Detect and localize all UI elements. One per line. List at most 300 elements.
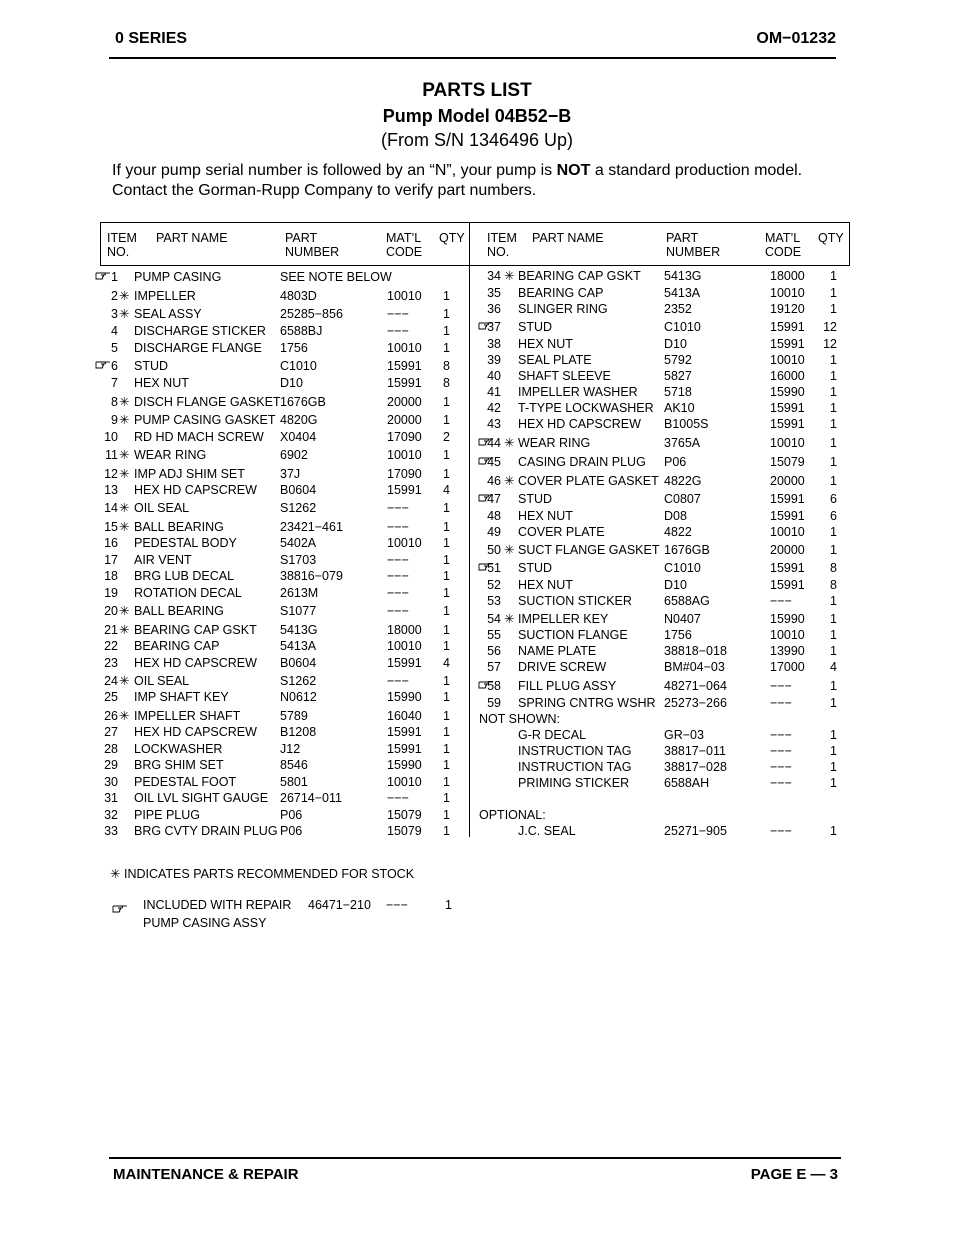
mat-code: 15991 (387, 725, 422, 739)
left-part-name-header: PART NAME (156, 231, 228, 245)
part-number: 37J (280, 467, 301, 481)
mat-code: 18000 (770, 269, 805, 283)
mat-code: −−− (387, 674, 409, 688)
part-name: BRG LUB DECAL (134, 569, 235, 583)
star-icon: ✳ (119, 674, 130, 688)
quantity: 1 (830, 474, 837, 488)
quantity: 12 (823, 337, 837, 351)
left-item-header: ITEM NO. (107, 231, 137, 259)
item-number: 30 (104, 775, 118, 789)
item-number: 39 (487, 353, 501, 367)
mat-code: −−− (770, 594, 792, 608)
footer-rule (109, 1157, 841, 1159)
part-name: PRIMING STICKER (518, 776, 630, 790)
quantity: 1 (443, 808, 450, 822)
quantity: 1 (443, 725, 450, 739)
section-label: MAINTENANCE & REPAIR (113, 1166, 299, 1183)
item-number: 51 (487, 561, 501, 575)
part-number: 25273−266 (664, 696, 727, 710)
star-icon: ✳ (119, 289, 130, 303)
part-number: S1077 (280, 604, 317, 618)
part-number: 6902 (280, 448, 308, 462)
part-number: 26714−011 (280, 791, 342, 805)
part-number: D10 (664, 578, 687, 592)
part-number: N0612 (280, 690, 317, 704)
star-icon: ✳ (119, 501, 130, 515)
quantity: 1 (443, 775, 450, 789)
mat-code: 15991 (770, 509, 805, 523)
quantity: 1 (443, 758, 450, 772)
part-number: 1676GB (280, 395, 326, 409)
mat-code: −−− (387, 586, 409, 600)
page-title: PARTS LIST (422, 80, 532, 101)
mat-code: −−− (770, 744, 792, 758)
part-number: B0604 (280, 483, 317, 497)
quantity: 1 (830, 628, 837, 642)
part-number: B1005S (664, 417, 709, 431)
mat-code: 15991 (770, 492, 805, 506)
item-number: 55 (487, 628, 501, 642)
mat-code: 15991 (770, 561, 805, 575)
item-number: 22 (104, 639, 118, 653)
item-number: 37 (487, 320, 501, 334)
item-number: 23 (104, 656, 118, 670)
part-number: GR−03 (664, 728, 704, 742)
quantity: 4 (830, 660, 837, 674)
mat-code: 15990 (387, 690, 422, 704)
part-number: 5413G (280, 623, 318, 637)
mat-code: −−− (770, 776, 792, 790)
part-name: SUCTION STICKER (518, 594, 632, 608)
part-number: D08 (664, 509, 687, 523)
part-number: 3765A (664, 436, 701, 450)
star-icon: ✳ (504, 269, 515, 283)
item-number: 15 (104, 520, 118, 534)
quantity: 1 (443, 520, 450, 534)
item-number: 38 (487, 337, 501, 351)
part-name: T-TYPE LOCKWASHER (518, 401, 654, 415)
mat-code: 10010 (770, 353, 805, 367)
not-shown-label: NOT SHOWN: (479, 712, 561, 726)
part-number: 1756 (664, 628, 692, 642)
part-number: S1703 (280, 553, 317, 567)
quantity: 12 (823, 320, 837, 334)
mat-code: 10010 (387, 775, 422, 789)
quantity: 1 (443, 742, 450, 756)
mat-code: −−− (770, 824, 792, 838)
mat-code: 15991 (387, 359, 422, 373)
document-id: OM−01232 (756, 30, 836, 47)
part-name: STUD (518, 492, 553, 506)
part-number: 25285−856 (280, 307, 343, 321)
item-number: 29 (104, 758, 118, 772)
part-name: BRG CVTY DRAIN PLUG (134, 824, 278, 838)
item-number: 14 (104, 501, 118, 515)
part-name: BEARING CAP (518, 286, 604, 300)
item-number: 3 (111, 307, 118, 321)
part-number: 5789 (280, 709, 308, 723)
repair-part-number: 46471−210 (308, 898, 371, 912)
intro-text-after: a standard production model. Contact the Gorman-Rupp Company to verify part numbers. (112, 162, 803, 199)
star-icon: ✳ (504, 474, 515, 488)
part-name: INSTRUCTION TAG (518, 744, 632, 758)
item-number: 20 (104, 604, 118, 618)
quantity: 1 (830, 385, 837, 399)
quantity: 1 (443, 501, 450, 515)
quantity: 8 (443, 376, 450, 390)
item-number: 28 (104, 742, 118, 756)
quantity: 1 (443, 639, 450, 653)
part-number: 6588AH (664, 776, 710, 790)
item-number: 52 (487, 578, 501, 592)
part-name: BALL BEARING (134, 604, 224, 618)
item-number: 5 (111, 341, 118, 355)
item-number: 7 (111, 376, 118, 390)
mat-code: 10010 (387, 536, 422, 550)
part-number: S1262 (280, 501, 317, 515)
part-name: BEARING CAP GSKT (134, 623, 257, 637)
item-number: 47 (487, 492, 501, 506)
item-number: 54 (487, 612, 501, 626)
part-name: DISCH FLANGE GASKET (134, 395, 281, 409)
item-number: 53 (487, 594, 501, 608)
part-name: HEX NUT (518, 509, 573, 523)
part-number: BM#04−03 (664, 660, 725, 674)
repair-note-line1: INCLUDED WITH REPAIR (143, 898, 292, 912)
part-number: D10 (280, 376, 303, 390)
part-number: C1010 (664, 561, 701, 575)
part-name: PUMP CASING GASKET (134, 413, 276, 427)
part-number: 2352 (664, 302, 692, 316)
part-name: IMP SHAFT KEY (134, 690, 229, 704)
part-number: C1010 (280, 359, 317, 373)
right-item-header: ITEM NO. (487, 231, 517, 259)
quantity: 1 (830, 286, 837, 300)
quantity: 1 (830, 728, 837, 742)
quantity: 1 (443, 674, 450, 688)
part-number: X0404 (280, 430, 317, 444)
mat-code: 15991 (770, 320, 805, 334)
header-rule (109, 57, 836, 59)
mat-code: −−− (770, 696, 792, 710)
item-number: 33 (104, 824, 118, 838)
part-name: AIR VENT (134, 553, 192, 567)
part-number: D10 (664, 337, 687, 351)
mat-code: 16000 (770, 369, 805, 383)
right-part-name-header: PART NAME (532, 231, 604, 245)
part-number: 4822G (664, 474, 702, 488)
quantity: 6 (830, 492, 837, 506)
part-number: 8546 (280, 758, 308, 772)
quantity: 8 (443, 359, 450, 373)
part-number: SEE NOTE BELOW (280, 270, 392, 284)
mat-code: 10010 (387, 639, 422, 653)
repair-mat-code: −−− (386, 898, 408, 912)
part-name: IMPELLER (134, 289, 196, 303)
quantity: 1 (443, 324, 450, 338)
item-number: 24 (104, 674, 118, 688)
star-icon: ✳ (504, 543, 515, 557)
mat-code: 15991 (770, 401, 805, 415)
mat-code: 15079 (387, 808, 422, 822)
quantity: 1 (830, 543, 837, 557)
item-number: 45 (487, 455, 501, 469)
mat-code: 19120 (770, 302, 805, 316)
mat-code: 15079 (770, 455, 805, 469)
part-name: FILL PLUG ASSY (518, 679, 617, 693)
mat-code: 10010 (770, 436, 805, 450)
mat-code: 20000 (770, 474, 805, 488)
star-icon: ✳ (119, 448, 130, 462)
quantity: 6 (830, 509, 837, 523)
right-mat-code-header: MAT’L CODE (765, 231, 802, 259)
part-name: CASING DRAIN PLUG (518, 455, 646, 469)
item-number: 50 (487, 543, 501, 557)
item-number: 56 (487, 644, 501, 658)
part-name: G-R DECAL (518, 728, 587, 742)
quantity: 1 (443, 307, 450, 321)
quantity: 1 (830, 776, 837, 790)
part-name: NAME PLATE (518, 644, 597, 658)
mat-code: 15079 (387, 824, 422, 838)
quantity: 1 (830, 302, 837, 316)
mat-code: −−− (387, 307, 409, 321)
part-name: LOCKWASHER (134, 742, 223, 756)
intro-paragraph (112, 161, 850, 201)
quantity: 1 (443, 623, 450, 637)
part-number: 1756 (280, 341, 308, 355)
part-name: HEX HD CAPSCREW (134, 483, 257, 497)
part-number: 5413G (664, 269, 702, 283)
item-number: 12 (104, 467, 118, 481)
part-number: C0807 (664, 492, 701, 506)
item-number: 26 (104, 709, 118, 723)
quantity: 1 (830, 455, 837, 469)
quantity: 1 (830, 644, 837, 658)
page-number: PAGE E — 3 (750, 1166, 838, 1183)
item-number: 8 (111, 395, 118, 409)
quantity: 1 (443, 467, 450, 481)
mat-code: 20000 (387, 413, 422, 427)
quantity: 1 (443, 791, 450, 805)
part-name: PIPE PLUG (134, 808, 200, 822)
quantity: 1 (443, 395, 450, 409)
item-number: 31 (104, 791, 118, 805)
star-icon: ✳ (504, 612, 515, 626)
part-name: RD HD MACH SCREW (134, 430, 264, 444)
mat-code: −−− (770, 760, 792, 774)
star-icon: ✳ (119, 395, 130, 409)
part-number: 5718 (664, 385, 692, 399)
mat-code: −−− (387, 501, 409, 515)
quantity: 1 (830, 401, 837, 415)
item-number: 32 (104, 808, 118, 822)
item-number: 41 (487, 385, 501, 399)
quantity: 1 (443, 289, 450, 303)
right-qty-header: QTY (818, 231, 844, 245)
part-name: BRG SHIM SET (134, 758, 224, 772)
part-number: 25271−905 (664, 824, 727, 838)
part-name: STUD (134, 359, 169, 373)
star-icon: ✳ (504, 436, 515, 450)
mat-code: 15991 (387, 656, 422, 670)
mat-code: 17090 (387, 430, 422, 444)
part-number: N0407 (664, 612, 701, 626)
mat-code: 17000 (770, 660, 805, 674)
part-number: 38817−011 (664, 744, 726, 758)
intro-text-before: If your pump serial number is followed by an “N”, your pump is (112, 162, 557, 179)
part-name: STUD (518, 561, 553, 575)
serial-range: (From S/N 1346496 Up) (380, 130, 574, 150)
left-mat-code-header: MAT’L CODE (386, 231, 423, 259)
part-name: OIL SEAL (134, 501, 190, 515)
quantity: 1 (830, 269, 837, 283)
item-number: 17 (104, 553, 118, 567)
part-name: IMPELLER KEY (518, 612, 609, 626)
mat-code: 15991 (770, 417, 805, 431)
item-number: 6 (111, 359, 118, 373)
left-part-number-header: PART NUMBER (285, 231, 340, 259)
quantity: 4 (443, 483, 450, 497)
mat-code: 13990 (770, 644, 805, 658)
item-number: 46 (487, 474, 501, 488)
part-number: P06 (664, 455, 687, 469)
intro-bold: NOT (556, 162, 591, 179)
part-name: J.C. SEAL (518, 824, 576, 838)
quantity: 1 (443, 448, 450, 462)
part-name: PEDESTAL FOOT (134, 775, 237, 789)
quantity: 1 (830, 744, 837, 758)
star-icon: ✳ (119, 467, 130, 481)
quantity: 1 (443, 569, 450, 583)
mat-code: −−− (770, 728, 792, 742)
item-number: 48 (487, 509, 501, 523)
mat-code: 16040 (387, 709, 422, 723)
part-number: 5413A (280, 639, 317, 653)
quantity: 1 (830, 594, 837, 608)
mat-code: 20000 (387, 395, 422, 409)
part-number: AK10 (664, 401, 695, 415)
quantity: 1 (830, 417, 837, 431)
mat-code: 20000 (770, 543, 805, 557)
part-name: OIL LVL SIGHT GAUGE (134, 791, 269, 805)
part-name: HEX HD CAPSCREW (518, 417, 641, 431)
mat-code: −−− (770, 679, 792, 693)
quantity: 1 (443, 413, 450, 427)
item-number: 18 (104, 569, 118, 583)
quantity: 1 (830, 436, 837, 450)
mat-code: 15991 (387, 483, 422, 497)
mat-code: −−− (387, 569, 409, 583)
quantity: 1 (443, 553, 450, 567)
quantity: 1 (830, 525, 837, 539)
item-number: 59 (487, 696, 501, 710)
part-name: HEX HD CAPSCREW (134, 656, 257, 670)
pump-model: Pump Model 04B52−B (382, 106, 572, 126)
part-number: P06 (280, 824, 303, 838)
part-name: IMPELLER SHAFT (134, 709, 241, 723)
item-number: 4 (111, 324, 118, 338)
part-name: STUD (518, 320, 553, 334)
part-number: 38818−018 (664, 644, 727, 658)
quantity: 1 (830, 696, 837, 710)
quantity: 1 (830, 824, 837, 838)
mat-code: −−− (387, 604, 409, 618)
series-label: 0 SERIES (115, 30, 188, 47)
column-divider (469, 222, 470, 837)
part-name: HEX HD CAPSCREW (134, 725, 257, 739)
item-number: 21 (104, 623, 118, 637)
part-name: SUCT FLANGE GASKET (518, 543, 660, 557)
left-qty-header: QTY (439, 231, 465, 245)
part-name: OIL SEAL (134, 674, 190, 688)
item-number: 44 (487, 436, 501, 450)
item-number: 2 (111, 289, 118, 303)
part-name: SEAL ASSY (134, 307, 202, 321)
star-icon: ✳ (110, 867, 121, 881)
star-icon: ✳ (119, 604, 130, 618)
item-number: 9 (111, 413, 118, 427)
item-number: 40 (487, 369, 501, 383)
mat-code: 15991 (770, 337, 805, 351)
item-number: 57 (487, 660, 501, 674)
part-number: 4803D (280, 289, 317, 303)
part-name: HEX NUT (518, 578, 573, 592)
part-number: 5792 (664, 353, 692, 367)
mat-code: 10010 (770, 286, 805, 300)
part-number: S1262 (280, 674, 317, 688)
part-name: DISCHARGE FLANGE (134, 341, 262, 355)
part-name: COVER PLATE (518, 525, 605, 539)
item-number: 58 (487, 679, 501, 693)
mat-code: 15990 (770, 612, 805, 626)
star-icon: ✳ (119, 623, 130, 637)
part-name: PEDESTAL BODY (134, 536, 237, 550)
part-name: SPRING CNTRG WSHR (518, 696, 656, 710)
quantity: 1 (443, 536, 450, 550)
part-number: 38816−079 (280, 569, 343, 583)
optional-label: OPTIONAL: (479, 808, 546, 822)
part-name: DISCHARGE STICKER (134, 324, 266, 338)
part-name: HEX NUT (518, 337, 573, 351)
part-number: B0604 (280, 656, 317, 670)
mat-code: −−− (387, 324, 409, 338)
mat-code: 15990 (387, 758, 422, 772)
item-number: 43 (487, 417, 501, 431)
quantity: 4 (443, 656, 450, 670)
pointing-hand-icon (112, 903, 129, 915)
item-number: 35 (487, 286, 501, 300)
item-number: 27 (104, 725, 118, 739)
part-number: 2613M (280, 586, 319, 600)
star-icon: ✳ (119, 709, 130, 723)
part-number: 5402A (280, 536, 317, 550)
quantity: 8 (830, 561, 837, 575)
star-icon: ✳ (119, 307, 130, 321)
part-name: COVER PLATE GASKET (518, 474, 659, 488)
mat-code: 15990 (770, 385, 805, 399)
part-name: INSTRUCTION TAG (518, 760, 632, 774)
item-number: 13 (104, 483, 118, 497)
mat-code: 18000 (387, 623, 422, 637)
part-number: P06 (280, 808, 303, 822)
mat-code: 10010 (770, 525, 805, 539)
item-number: 49 (487, 525, 501, 539)
part-number: C1010 (664, 320, 701, 334)
quantity: 1 (830, 760, 837, 774)
quantity: 1 (443, 341, 450, 355)
part-number: 4822 (664, 525, 692, 539)
